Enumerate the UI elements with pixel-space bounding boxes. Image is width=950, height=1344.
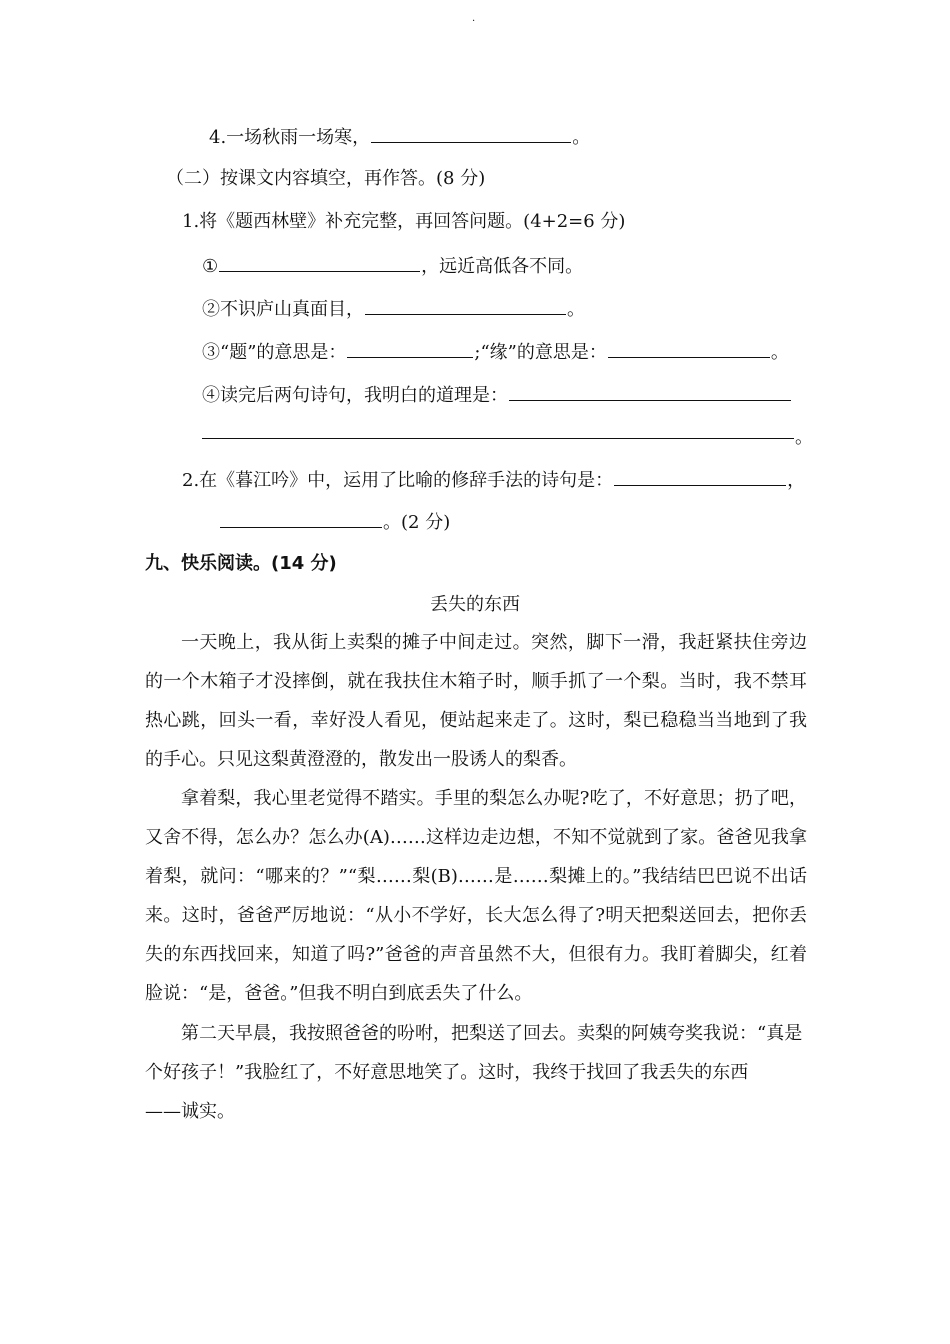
question-2 bbox=[182, 468, 805, 493]
q1b-suffix: 。 bbox=[567, 299, 585, 320]
q1d-blank-2[interactable] bbox=[202, 438, 794, 440]
reading-title: 丢失的东西 bbox=[430, 594, 520, 615]
q1c-part1: ③“题”的意思是： bbox=[202, 342, 347, 363]
q1a-prefix: ① bbox=[202, 256, 219, 277]
q1c-suffix: 。 bbox=[770, 342, 789, 363]
q2-blank-2[interactable] bbox=[220, 510, 382, 528]
reading-paragraph-1: 一天晚上，我从街上卖梨的摊子中间走过。突然，脚下一滑，我赶紧扶住旁边的一个木箱子才没摔倒，就在我扶住木箱子时，顺手抓了一个梨。当时，我不禁耳热心跳，回头一看，幸好没人看见，便站起来走了。这时，梨已稳稳当当地到了我的手心。只见这梨黄澄澄的，散发出一股诱人的梨香。 bbox=[145, 632, 807, 770]
question-1: 1.将《题西林壁》补充完整，再回答问题。(4+2=6 分) bbox=[182, 211, 626, 232]
section-9-heading: 九、快乐阅读。(14 分) bbox=[145, 553, 337, 574]
q1b-blank[interactable] bbox=[365, 297, 566, 315]
q2-prefix: 2.在《暮江吟》中，运用了比喻的修辞手法的诗句是： bbox=[182, 470, 614, 491]
q1d-prefix: ④读完后两句诗句，我明白的道理是： bbox=[202, 385, 508, 406]
q2-suffix: 。(2 分) bbox=[383, 512, 451, 533]
q1c-part2: ;“缘”的意思是： bbox=[474, 342, 607, 363]
part-2-heading: （二）按课文内容填空，再作答。(8 分) bbox=[166, 168, 486, 189]
q1b-prefix: ②不识庐山真面目， bbox=[202, 299, 364, 320]
header-mark: . bbox=[472, 13, 476, 24]
item-4 bbox=[209, 125, 590, 150]
q1c-blank-1[interactable] bbox=[347, 340, 473, 358]
reading-paragraph-3-line-2: 个好孩子！”我脸红了，不好意思地笑了。这时，我终于找回了我丢失的东西 bbox=[145, 1062, 749, 1083]
q1a-blank[interactable] bbox=[219, 254, 420, 272]
item-4-suffix: 。 bbox=[572, 127, 591, 148]
question-1-c bbox=[202, 340, 789, 365]
question-2-cont bbox=[219, 510, 450, 535]
reading-passage bbox=[145, 623, 807, 1013]
question-1-b bbox=[202, 297, 585, 322]
reading-paragraph-3-line-3: ——诚实。 bbox=[145, 1101, 235, 1122]
reading-paragraph-3-line-1: 第二天早晨，我按照爸爸的吩咐，把梨送了回去。卖梨的阿姨夸奖我说：“真是 bbox=[181, 1023, 803, 1044]
q1d-blank-1[interactable] bbox=[509, 383, 791, 401]
question-1-d bbox=[202, 383, 792, 408]
reading-paragraph-2: 拿着梨，我心里老觉得不踏实。手里的梨怎么办呢?吃了，不好意思；扔了吧，又舍不得，怎么办？怎么办(A)……这样边走边想，不知不觉就到了家。爸爸见我拿着梨，就问：“哪来的？”“梨……梨(B)……是……梨摊上的。”我结结巴巴说不出话来。这时，爸爸严厉地说：“从小不学好，长大怎么得了?明天把梨送回去，把你丢失的东西找回来，知道了吗?”爸爸的声音虽然不大，但很有力。我盯着脚尖，红着脸说：“是，爸爸。”但我不明白到底丢失了什么。 bbox=[145, 788, 807, 1004]
item-4-prefix: 4.一场秋雨一场寒， bbox=[209, 127, 371, 148]
q1a-suffix: ，远近高低各不同。 bbox=[421, 256, 584, 277]
q2-blank-1[interactable] bbox=[614, 468, 786, 486]
q1d-end: 。 bbox=[795, 427, 813, 448]
q1c-blank-2[interactable] bbox=[608, 340, 770, 358]
item-4-blank[interactable] bbox=[371, 125, 571, 143]
question-1-a bbox=[202, 254, 583, 279]
q2-comma: ， bbox=[787, 470, 806, 491]
